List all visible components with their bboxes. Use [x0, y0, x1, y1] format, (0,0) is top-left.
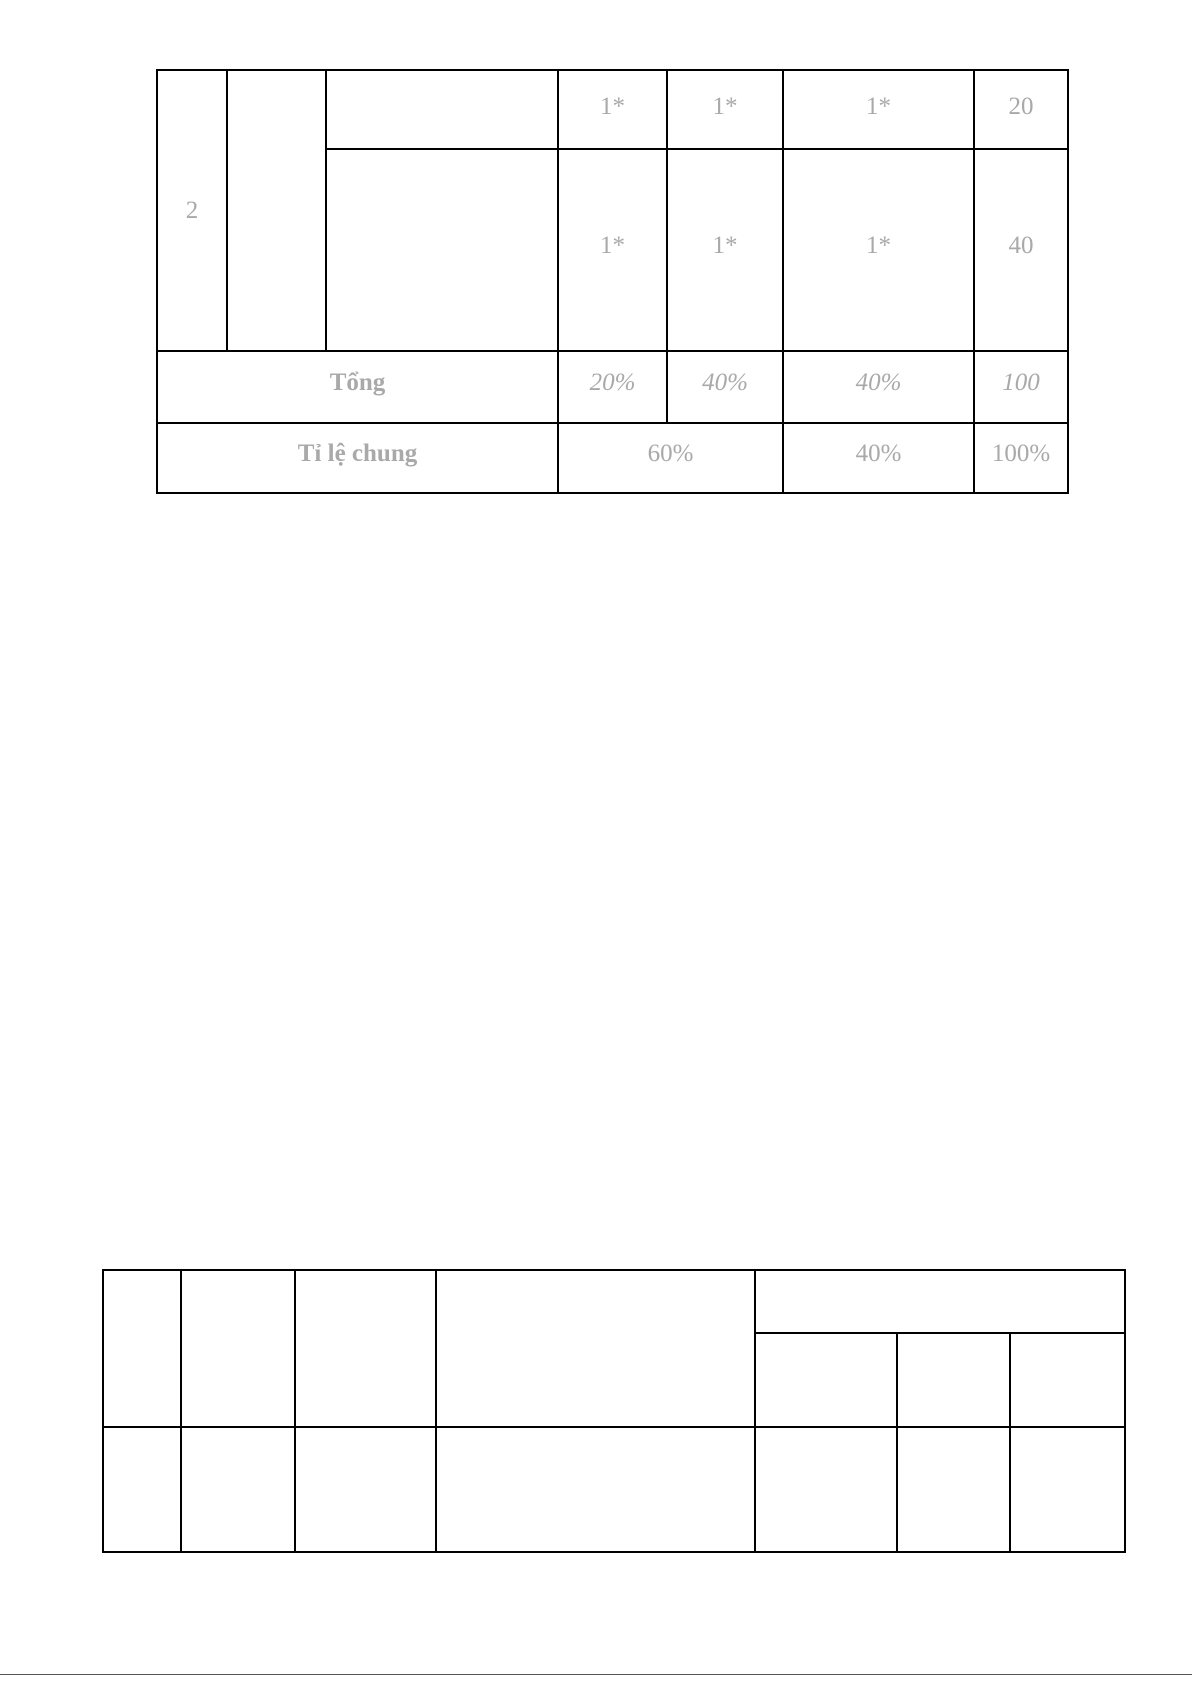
- value-cell: 40%: [783, 351, 974, 423]
- header-cell: [436, 1270, 755, 1427]
- header-row: [103, 1270, 1125, 1333]
- header-cell: [755, 1333, 897, 1427]
- header-cell: [897, 1333, 1010, 1427]
- ratio-row: [157, 423, 1068, 493]
- table-row: [103, 1427, 1125, 1552]
- empty-cell: [326, 149, 558, 351]
- page-divider: [0, 1674, 1192, 1675]
- header-group-cell: [755, 1270, 1125, 1333]
- total-row: [157, 351, 1068, 423]
- value-cell: 40%: [783, 423, 974, 493]
- empty-cell: [436, 1427, 755, 1552]
- empty-cell: [326, 70, 558, 149]
- stt-cell: 2: [157, 70, 227, 351]
- empty-cell: [755, 1427, 897, 1552]
- empty-cell: [295, 1427, 436, 1552]
- value-cell: 40: [974, 149, 1068, 351]
- value-cell: 1*: [783, 149, 974, 351]
- header-cell: [1010, 1333, 1125, 1427]
- ratio-label: Tỉ lệ chung: [157, 423, 558, 493]
- value-cell: 1*: [667, 149, 783, 351]
- empty-cell: [181, 1427, 295, 1552]
- top-table: [156, 69, 1069, 494]
- header-cell: [103, 1270, 181, 1427]
- bottom-table: [102, 1269, 1126, 1553]
- value-cell: 100%: [974, 423, 1068, 493]
- value-cell: 60%: [558, 423, 783, 493]
- value-cell: 100: [974, 351, 1068, 423]
- empty-cell: [103, 1427, 181, 1552]
- empty-cell: [897, 1427, 1010, 1552]
- value-cell: 1*: [558, 149, 667, 351]
- table-row: [157, 70, 1068, 149]
- empty-cell: [227, 70, 326, 351]
- value-cell: 1*: [558, 70, 667, 149]
- value-cell: 40%: [667, 351, 783, 423]
- value-cell: 1*: [783, 70, 974, 149]
- value-cell: 20: [974, 70, 1068, 149]
- total-label: Tổng: [157, 351, 558, 423]
- header-cell: [295, 1270, 436, 1427]
- empty-cell: [1010, 1427, 1125, 1552]
- header-cell: [181, 1270, 295, 1427]
- value-cell: 20%: [558, 351, 667, 423]
- value-cell: 1*: [667, 70, 783, 149]
